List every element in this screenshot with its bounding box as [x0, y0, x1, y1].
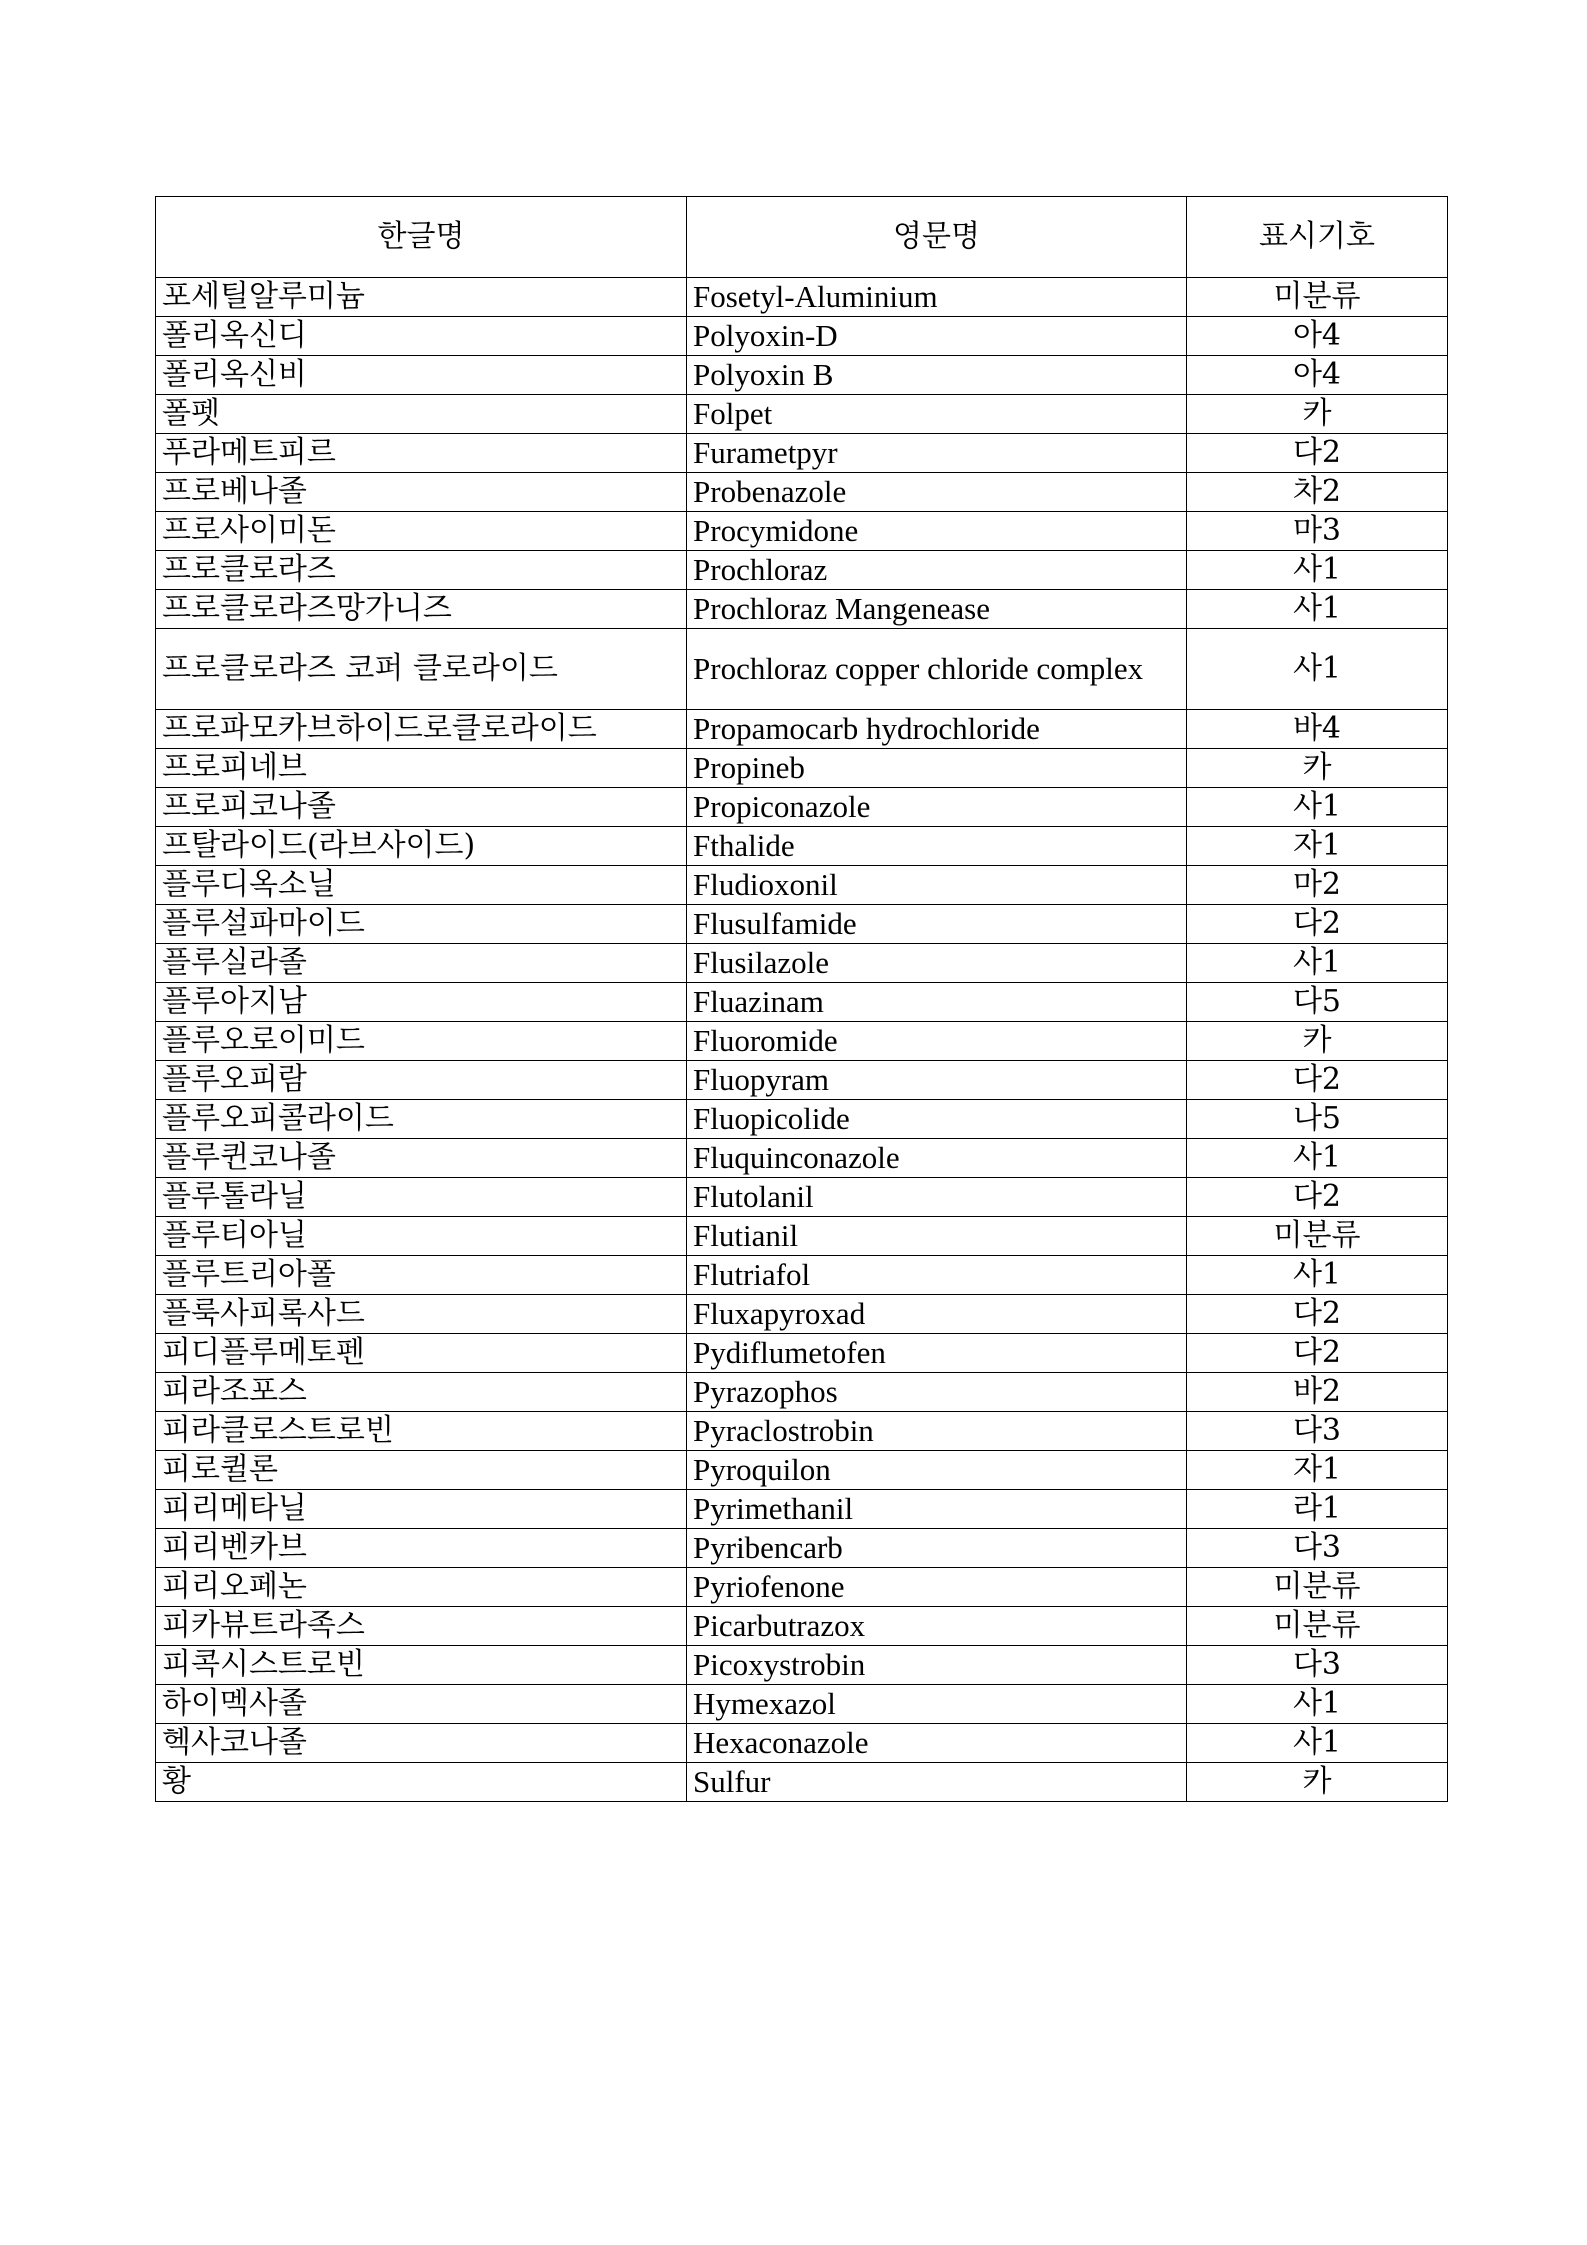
korean-name-cell: 폴리옥신비 — [156, 356, 687, 395]
table-row — [156, 317, 1448, 356]
table-row — [156, 983, 1448, 1022]
english-name-cell: Pyrimethanil — [687, 1490, 1187, 1529]
symbol-cell: 자1 — [1187, 1451, 1448, 1490]
korean-name-cell: 플루아지남 — [156, 983, 687, 1022]
table-row — [156, 1061, 1448, 1100]
table-row — [156, 551, 1448, 590]
english-name-cell: Pyroquilon — [687, 1451, 1187, 1490]
english-name-cell: Propamocarb hydrochloride — [687, 710, 1187, 749]
table-row — [156, 827, 1448, 866]
symbol-cell: 카 — [1187, 1022, 1448, 1061]
korean-name-cell: 플루실라졸 — [156, 944, 687, 983]
korean-name-cell: 프로사이미돈 — [156, 512, 687, 551]
english-name-cell: Fthalide — [687, 827, 1187, 866]
english-name-cell: Flusilazole — [687, 944, 1187, 983]
symbol-cell: 미분류 — [1187, 278, 1448, 317]
symbol-cell: 다2 — [1187, 905, 1448, 944]
symbol-cell: 나5 — [1187, 1100, 1448, 1139]
symbol-cell: 미분류 — [1187, 1217, 1448, 1256]
korean-name-cell: 피라클로스트로빈 — [156, 1412, 687, 1451]
symbol-cell: 사1 — [1187, 551, 1448, 590]
korean-name-cell: 헥사코나졸 — [156, 1724, 687, 1763]
english-name-cell: Flutianil — [687, 1217, 1187, 1256]
korean-name-cell: 피라조포스 — [156, 1373, 687, 1412]
symbol-cell: 아4 — [1187, 317, 1448, 356]
table-row — [156, 1373, 1448, 1412]
english-name-cell: Fluopicolide — [687, 1100, 1187, 1139]
english-name-cell: Pyraclostrobin — [687, 1412, 1187, 1451]
english-name-cell: Polyoxin-D — [687, 317, 1187, 356]
symbol-cell: 사1 — [1187, 1724, 1448, 1763]
english-name-cell: Pyribencarb — [687, 1529, 1187, 1568]
header-korean-name: 한글명 — [156, 197, 687, 278]
symbol-cell: 다3 — [1187, 1529, 1448, 1568]
table-row — [156, 1451, 1448, 1490]
table-row — [156, 629, 1448, 710]
korean-name-cell: 플루퀸코나졸 — [156, 1139, 687, 1178]
symbol-cell: 사1 — [1187, 1256, 1448, 1295]
english-name-cell: Hymexazol — [687, 1685, 1187, 1724]
pesticide-table — [155, 196, 1448, 1802]
table-row — [156, 1685, 1448, 1724]
english-name-cell: Polyoxin B — [687, 356, 1187, 395]
korean-name-cell: 플루트리아폴 — [156, 1256, 687, 1295]
symbol-cell: 카 — [1187, 1763, 1448, 1802]
korean-name-cell: 프로클로라즈 — [156, 551, 687, 590]
header-row — [156, 197, 1448, 278]
table-row — [156, 356, 1448, 395]
table-header — [156, 197, 1448, 278]
korean-name-cell: 플루오피콜라이드 — [156, 1100, 687, 1139]
symbol-cell: 사1 — [1187, 944, 1448, 983]
header-symbol: 표시기호 — [1187, 197, 1448, 278]
korean-name-cell: 피카뷰트라족스 — [156, 1607, 687, 1646]
english-name-cell: Fosetyl-Aluminium — [687, 278, 1187, 317]
symbol-cell: 사1 — [1187, 1685, 1448, 1724]
table-row — [156, 1607, 1448, 1646]
table-row — [156, 788, 1448, 827]
korean-name-cell: 플루디옥소닐 — [156, 866, 687, 905]
symbol-cell: 자1 — [1187, 827, 1448, 866]
symbol-cell: 미분류 — [1187, 1607, 1448, 1646]
table-body — [156, 278, 1448, 1802]
english-name-cell: Propiconazole — [687, 788, 1187, 827]
table-row — [156, 395, 1448, 434]
table-row — [156, 473, 1448, 512]
korean-name-cell: 폴펫 — [156, 395, 687, 434]
symbol-cell: 마3 — [1187, 512, 1448, 551]
table-row — [156, 749, 1448, 788]
english-name-cell: Propineb — [687, 749, 1187, 788]
korean-name-cell: 플루설파마이드 — [156, 905, 687, 944]
korean-name-cell: 피리벤카브 — [156, 1529, 687, 1568]
english-name-cell: Prochloraz copper chloride complex — [687, 629, 1187, 710]
table-row — [156, 1217, 1448, 1256]
table-row — [156, 512, 1448, 551]
english-name-cell: Flutriafol — [687, 1256, 1187, 1295]
table-row — [156, 1568, 1448, 1607]
symbol-cell: 사1 — [1187, 1139, 1448, 1178]
english-name-cell: Pyrazophos — [687, 1373, 1187, 1412]
symbol-cell: 미분류 — [1187, 1568, 1448, 1607]
table-row — [156, 1412, 1448, 1451]
table-row — [156, 1256, 1448, 1295]
symbol-cell: 다2 — [1187, 434, 1448, 473]
korean-name-cell: 피리메타닐 — [156, 1490, 687, 1529]
korean-name-cell: 폴리옥신디 — [156, 317, 687, 356]
english-name-cell: Fluxapyroxad — [687, 1295, 1187, 1334]
symbol-cell: 사1 — [1187, 590, 1448, 629]
table-row — [156, 1646, 1448, 1685]
english-name-cell: Flutolanil — [687, 1178, 1187, 1217]
symbol-cell: 다5 — [1187, 983, 1448, 1022]
table-row — [156, 1724, 1448, 1763]
korean-name-cell: 피로퀼론 — [156, 1451, 687, 1490]
english-name-cell: Probenazole — [687, 473, 1187, 512]
symbol-cell: 아4 — [1187, 356, 1448, 395]
table-row — [156, 1529, 1448, 1568]
symbol-cell: 사1 — [1187, 788, 1448, 827]
symbol-cell: 마2 — [1187, 866, 1448, 905]
table-row — [156, 1139, 1448, 1178]
english-name-cell: Prochloraz — [687, 551, 1187, 590]
english-name-cell: Fludioxonil — [687, 866, 1187, 905]
table-row — [156, 1763, 1448, 1802]
english-name-cell: Flusulfamide — [687, 905, 1187, 944]
header-english-name: 영문명 — [687, 197, 1187, 278]
english-name-cell: Fluoromide — [687, 1022, 1187, 1061]
symbol-cell: 다3 — [1187, 1646, 1448, 1685]
korean-name-cell: 피리오페논 — [156, 1568, 687, 1607]
table-row — [156, 710, 1448, 749]
english-name-cell: Procymidone — [687, 512, 1187, 551]
symbol-cell: 다2 — [1187, 1061, 1448, 1100]
korean-name-cell: 황 — [156, 1763, 687, 1802]
korean-name-cell: 플루티아닐 — [156, 1217, 687, 1256]
symbol-cell: 카 — [1187, 395, 1448, 434]
english-name-cell: Hexaconazole — [687, 1724, 1187, 1763]
english-name-cell: Sulfur — [687, 1763, 1187, 1802]
korean-name-cell: 피디플루메토펜 — [156, 1334, 687, 1373]
symbol-cell: 바4 — [1187, 710, 1448, 749]
korean-name-cell: 플루오피람 — [156, 1061, 687, 1100]
table-row — [156, 1022, 1448, 1061]
korean-name-cell: 프로피코나졸 — [156, 788, 687, 827]
english-name-cell: Fluazinam — [687, 983, 1187, 1022]
symbol-cell: 다2 — [1187, 1334, 1448, 1373]
symbol-cell: 차2 — [1187, 473, 1448, 512]
table-row — [156, 1490, 1448, 1529]
english-name-cell: Pydiflumetofen — [687, 1334, 1187, 1373]
symbol-cell: 다3 — [1187, 1412, 1448, 1451]
korean-name-cell: 피콕시스트로빈 — [156, 1646, 687, 1685]
table-row — [156, 866, 1448, 905]
english-name-cell: Furametpyr — [687, 434, 1187, 473]
korean-name-cell: 프로클로라즈 코퍼 클로라이드 — [156, 629, 687, 710]
korean-name-cell: 플루오로이미드 — [156, 1022, 687, 1061]
korean-name-cell: 프로클로라즈망가니즈 — [156, 590, 687, 629]
table-row — [156, 434, 1448, 473]
korean-name-cell: 포세틸알루미늄 — [156, 278, 687, 317]
korean-name-cell: 플룩사피록사드 — [156, 1295, 687, 1334]
table-row — [156, 905, 1448, 944]
table-row — [156, 1100, 1448, 1139]
english-name-cell: Picoxystrobin — [687, 1646, 1187, 1685]
korean-name-cell: 프로피네브 — [156, 749, 687, 788]
korean-name-cell: 푸라메트피르 — [156, 434, 687, 473]
table-row — [156, 944, 1448, 983]
symbol-cell: 바2 — [1187, 1373, 1448, 1412]
korean-name-cell: 프탈라이드(라브사이드) — [156, 827, 687, 866]
symbol-cell: 사1 — [1187, 629, 1448, 710]
english-name-cell: Picarbutrazox — [687, 1607, 1187, 1646]
table-row — [156, 278, 1448, 317]
symbol-cell: 다2 — [1187, 1178, 1448, 1217]
table-row — [156, 1334, 1448, 1373]
english-name-cell: Fluopyram — [687, 1061, 1187, 1100]
korean-name-cell: 프로파모카브하이드로클로라이드 — [156, 710, 687, 749]
symbol-cell: 라1 — [1187, 1490, 1448, 1529]
english-name-cell: Prochloraz Mangenease — [687, 590, 1187, 629]
english-name-cell: Folpet — [687, 395, 1187, 434]
english-name-cell: Fluquinconazole — [687, 1139, 1187, 1178]
symbol-cell: 카 — [1187, 749, 1448, 788]
korean-name-cell: 플루톨라닐 — [156, 1178, 687, 1217]
table-row — [156, 1178, 1448, 1217]
korean-name-cell: 하이멕사졸 — [156, 1685, 687, 1724]
english-name-cell: Pyriofenone — [687, 1568, 1187, 1607]
korean-name-cell: 프로베나졸 — [156, 473, 687, 512]
symbol-cell: 다2 — [1187, 1295, 1448, 1334]
table-row — [156, 590, 1448, 629]
table-row — [156, 1295, 1448, 1334]
